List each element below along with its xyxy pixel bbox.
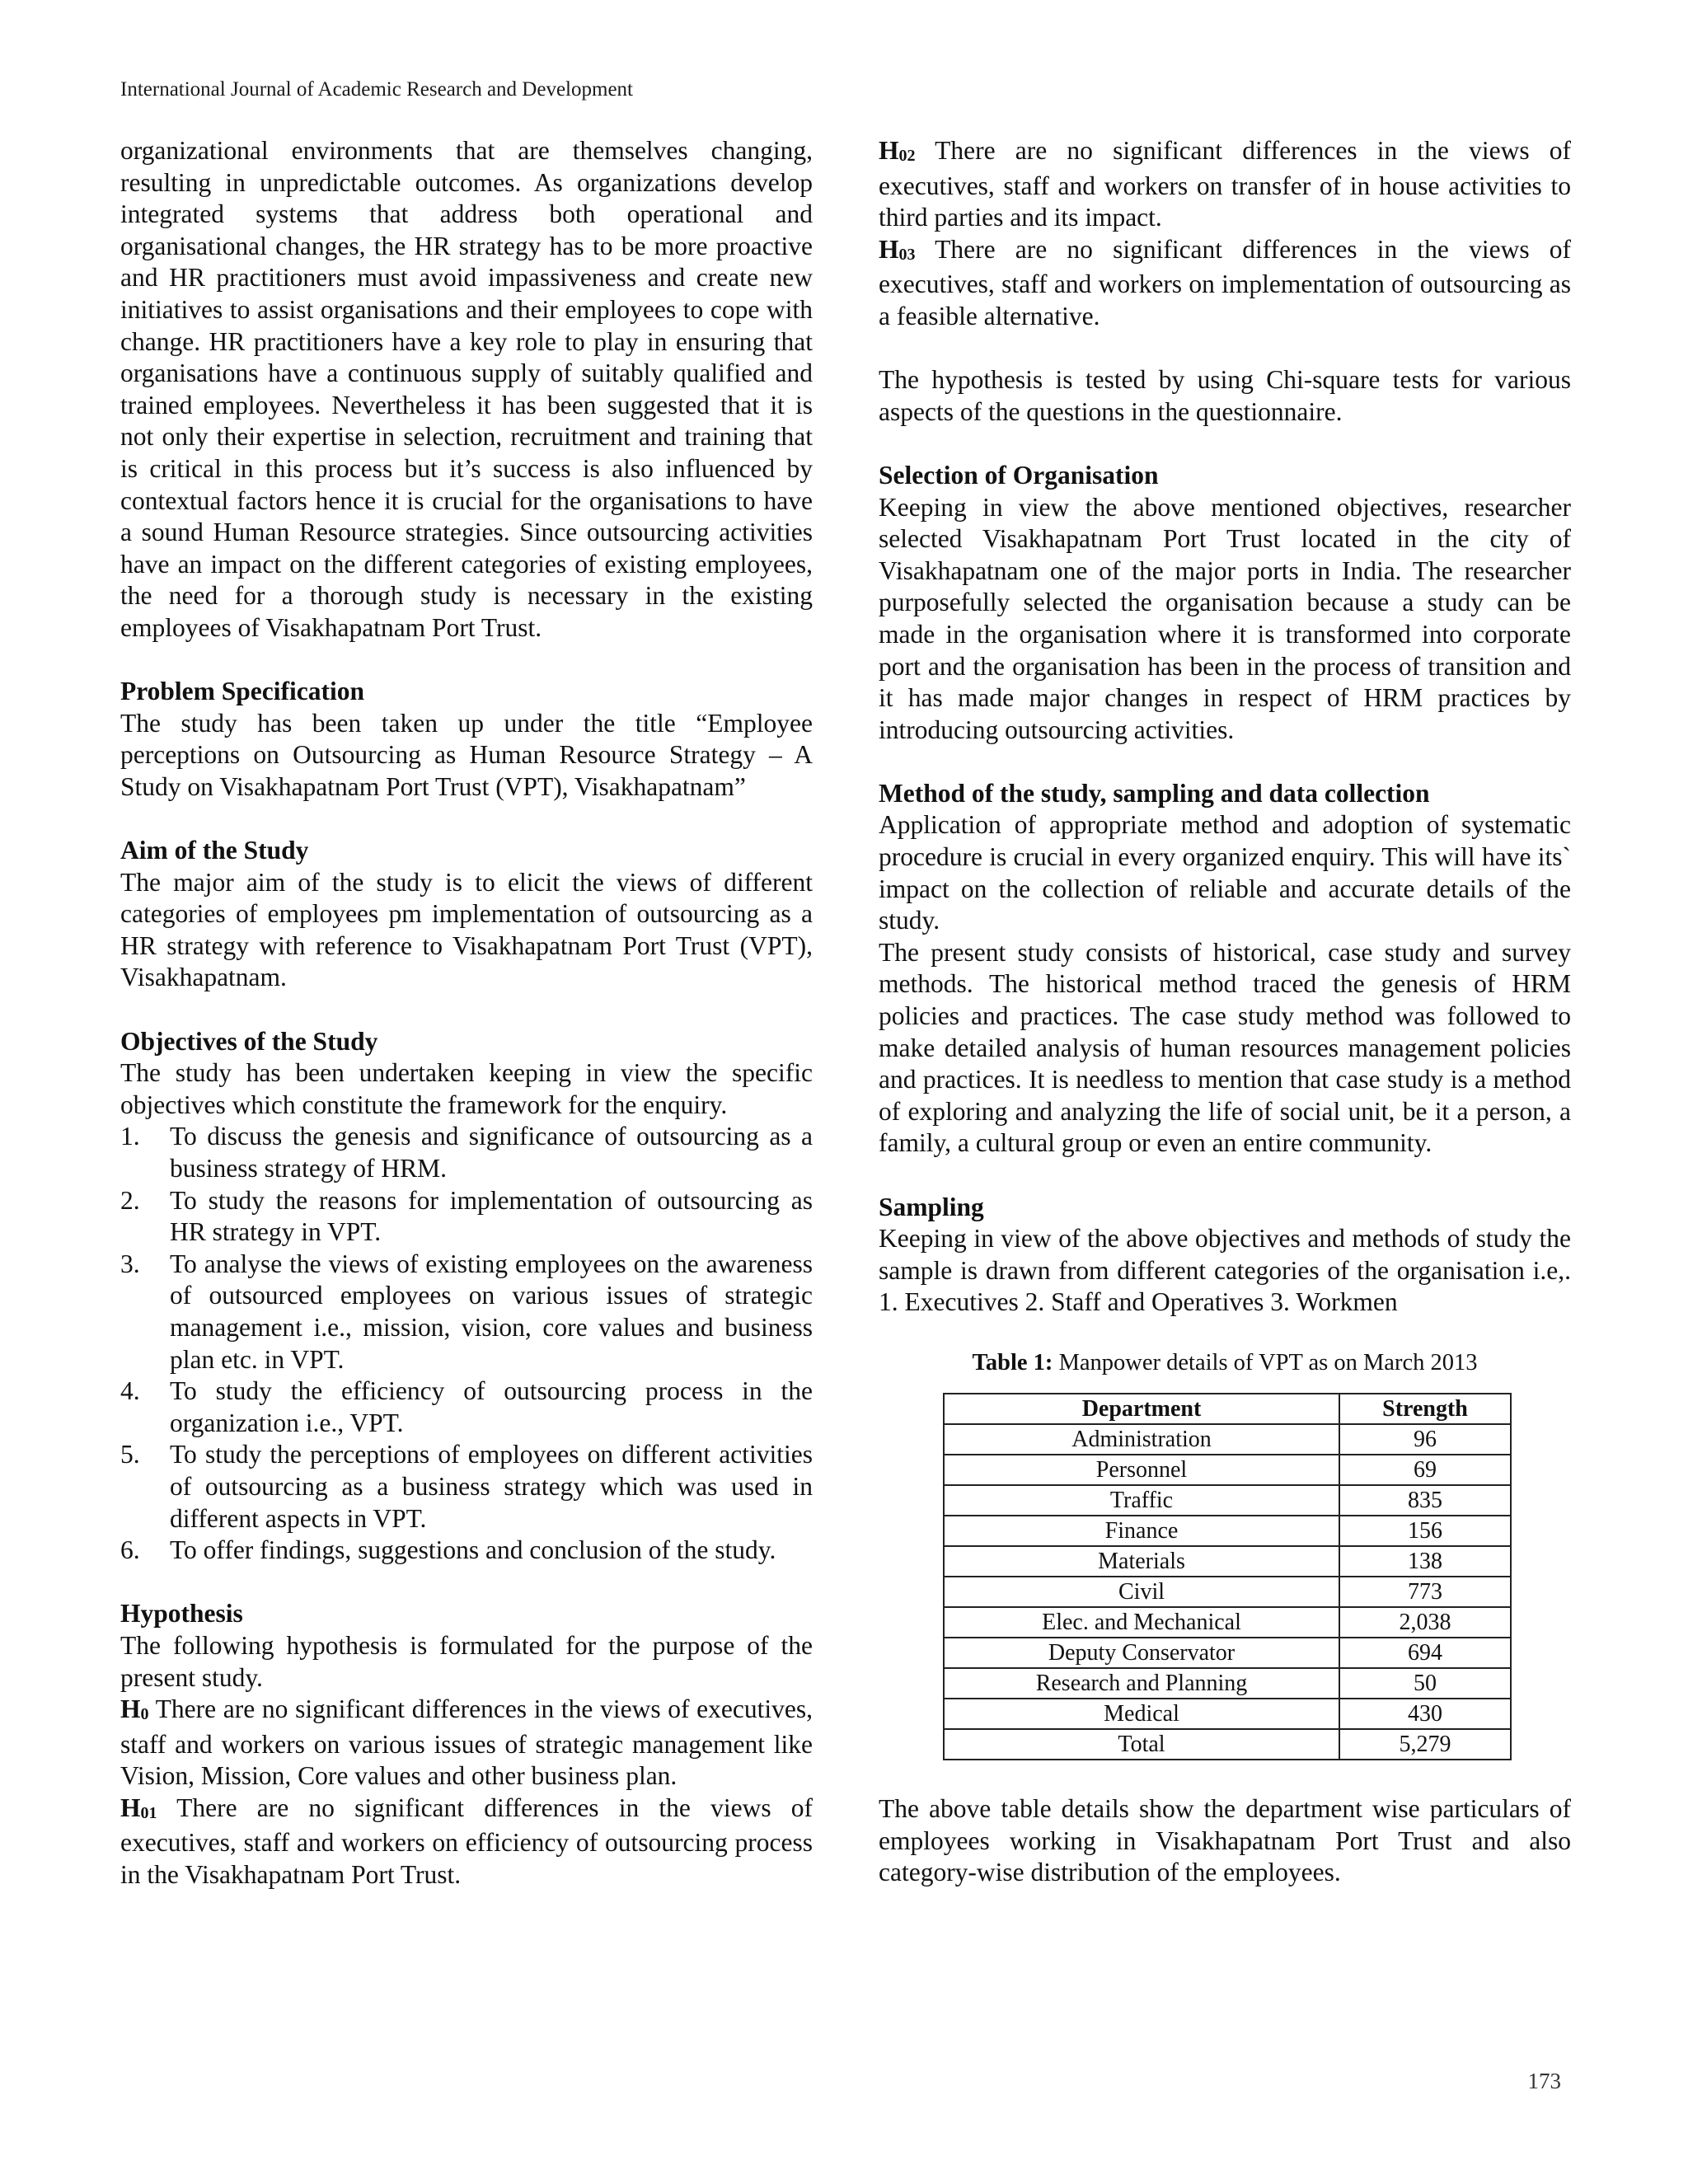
table-row: Research and Planning 50 <box>944 1668 1511 1699</box>
table-row: Traffic 835 <box>944 1485 1511 1516</box>
hypothesis-h03: $H_{03}$ There are no significant differences in the views of executives, staff and workers on implementation of outsourcing as a feasible alternative. <box>879 234 1571 330</box>
table-row: Medical 430 <box>944 1699 1511 1729</box>
objective-item: 5. To study the perceptions of employees on different activities of outsourcing as a business strategy which was used in different aspects in VPT. <box>120 1440 813 1533</box>
hypothesis-h01: $H_{01}$ There are no significant differences in the views of executives, staff and workers on efficiency of outsourcing process in the Visakhapatnam Port Trust. <box>120 1793 813 1890</box>
objective-item: 2. To study the reasons for implementation of outsourcing as HR strategy in VPT. <box>120 1185 813 1247</box>
sampling-heading: Sampling <box>879 1192 984 1221</box>
problem-heading: Problem Specification <box>120 677 365 706</box>
manpower-table <box>943 1393 1512 1760</box>
table-row: Deputy Conservator 694 <box>944 1638 1511 1668</box>
table-row: Materials 138 <box>944 1546 1511 1577</box>
method-paragraph-2: The present study consists of historical, case study and survey methods. The historical method traced the genesis of HRM policies and practices. The case study method was followed to make detailed analysis of human resources management policies and practices. It is needless to mention that case study is a method of exploring and analyzing the life of social unit, be it a person, a family, a cultural group or even an entire community. <box>879 937 1571 1158</box>
chi-square-paragraph: The hypothesis is tested by using Chi-square tests for various aspects of the questions in the questionnaire. <box>879 365 1571 426</box>
table-row: Administration 96 <box>944 1424 1511 1455</box>
problem-paragraph: The study has been taken up under the title “Employee perceptions on Outsourcing as Human Resource Strategy – A Study on Visakhapatnam Port Trust (VPT), Visakhapatnam” <box>120 708 813 801</box>
column-header-strength: Strength <box>1339 1394 1511 1424</box>
intro-paragraph: organizational environments that are themselves changing, resulting in unpredictable outcomes. As organizations develop integrated systems that address both operational and organisational changes, the HR strategy has to be more proactive and HR practitioners must avoid impassiveness and create new initiatives to assist organisations and their employees to cope with change. HR practitioners have a key role to play in ensuring that organisations have a continuous supply of suitably qualified and trained employees. Nevertheless it has been suggested that it is not only their expertise in selection, recruitment and training that is critical in this process but it’s success is also influenced by contextual factors hence it is crucial for the organisations to have a sound Human Resource strategies. Since outsourcing activities have an impact on the different categories of existing employees, the need for a thorough study is necessary in the existing employees of Visakhapatnam Port Trust. <box>120 136 813 642</box>
table-header-row <box>944 1394 1511 1424</box>
aim-paragraph: The major aim of the study is to elicit the views of different categories of employees pm implementation of outsourcing as a HR strategy with reference to Visakhapatnam Port Trust (VPT), Visakhapatnam. <box>120 867 813 992</box>
after-table-paragraph: The above table details show the department wise particulars of employees working in Visakhapatnam Port Trust and also category-wise distribution of the employees. <box>879 1793 1571 1887</box>
table-row: Civil 773 <box>944 1577 1511 1607</box>
objectives-heading: Objectives of the Study <box>120 1026 378 1056</box>
method-heading: Method of the study, sampling and data collection <box>879 778 1430 808</box>
hypothesis-h0: $H_0$ There are no significant differences in the views of executives, staff and workers on various issues of strategic management like Vision, Mission, Core values and other business plan. <box>120 1694 813 1791</box>
page-number: 173 <box>1527 2069 1561 2093</box>
hypothesis-intro: The following hypothesis is formulated for the purpose of the present study. <box>120 1630 813 1692</box>
objective-item: 4. To study the efficiency of outsourcing process in the organization i.e., VPT. <box>120 1376 813 1437</box>
method-paragraph-1: Application of appropriate method and adoption of systematic procedure is crucial in every organized enquiry. This will have its` impact on the collection of reliable and accurate details of the study. <box>879 810 1571 935</box>
selection-heading: Selection of Organisation <box>879 460 1159 490</box>
objective-item: 3. To analyse the views of existing employees on the awareness of outsourced employees on various issues of strategic management i.e., mission, vision, core values and business plan etc. in VPT. <box>120 1249 813 1374</box>
left-column <box>120 135 813 1891</box>
objective-item: 6. To offer findings, suggestions and conclusion of the study. <box>120 1535 776 1565</box>
table-row: Personnel 69 <box>944 1455 1511 1485</box>
objectives-intro: The study has been undertaken keeping in view the specific objectives which constitute the framework for the enquiry. <box>120 1058 813 1119</box>
running-head: International Journal of Academic Research and Development <box>120 78 633 101</box>
hypothesis-heading: Hypothesis <box>120 1599 243 1629</box>
table-row: Elec. and Mechanical 2,038 <box>944 1607 1511 1638</box>
table-row: Finance 156 <box>944 1516 1511 1546</box>
objective-item: 1. To discuss the genesis and significance of outsourcing as a business strategy of HRM. <box>120 1122 813 1183</box>
column-header-department: Department <box>944 1394 1339 1424</box>
aim-heading: Aim of the Study <box>120 836 309 865</box>
selection-paragraph: Keeping in view the above mentioned objectives, researcher selected Visakhapatnam Port Trust located in the city of Visakhapatnam one of the major ports in India. The researcher purposefully selected the organisation because a study can be made in the organisation where it is transformed into corporate port and the organisation has been in the process of transition and it has made major changes in respect of HRM practices by introducing outsourcing activities. <box>879 492 1571 744</box>
table-caption: Table 1: Manpower details of VPT as on March 2013 <box>972 1349 1478 1376</box>
table-row-total: Total 5,279 <box>944 1729 1511 1760</box>
objectives-list <box>120 1121 813 1566</box>
sampling-paragraph: Keeping in view of the above objectives and methods of study the sample is drawn from different categories of the organisation i.e,. 1. Executives 2. Staff and Operatives 3. Workmen <box>879 1224 1571 1317</box>
right-column <box>879 135 1571 1889</box>
hypothesis-h02: $H_{02}$ There are no significant differences in the views of executives, staff and workers on transfer of in house activities to third parties and its impact. <box>879 136 1571 232</box>
